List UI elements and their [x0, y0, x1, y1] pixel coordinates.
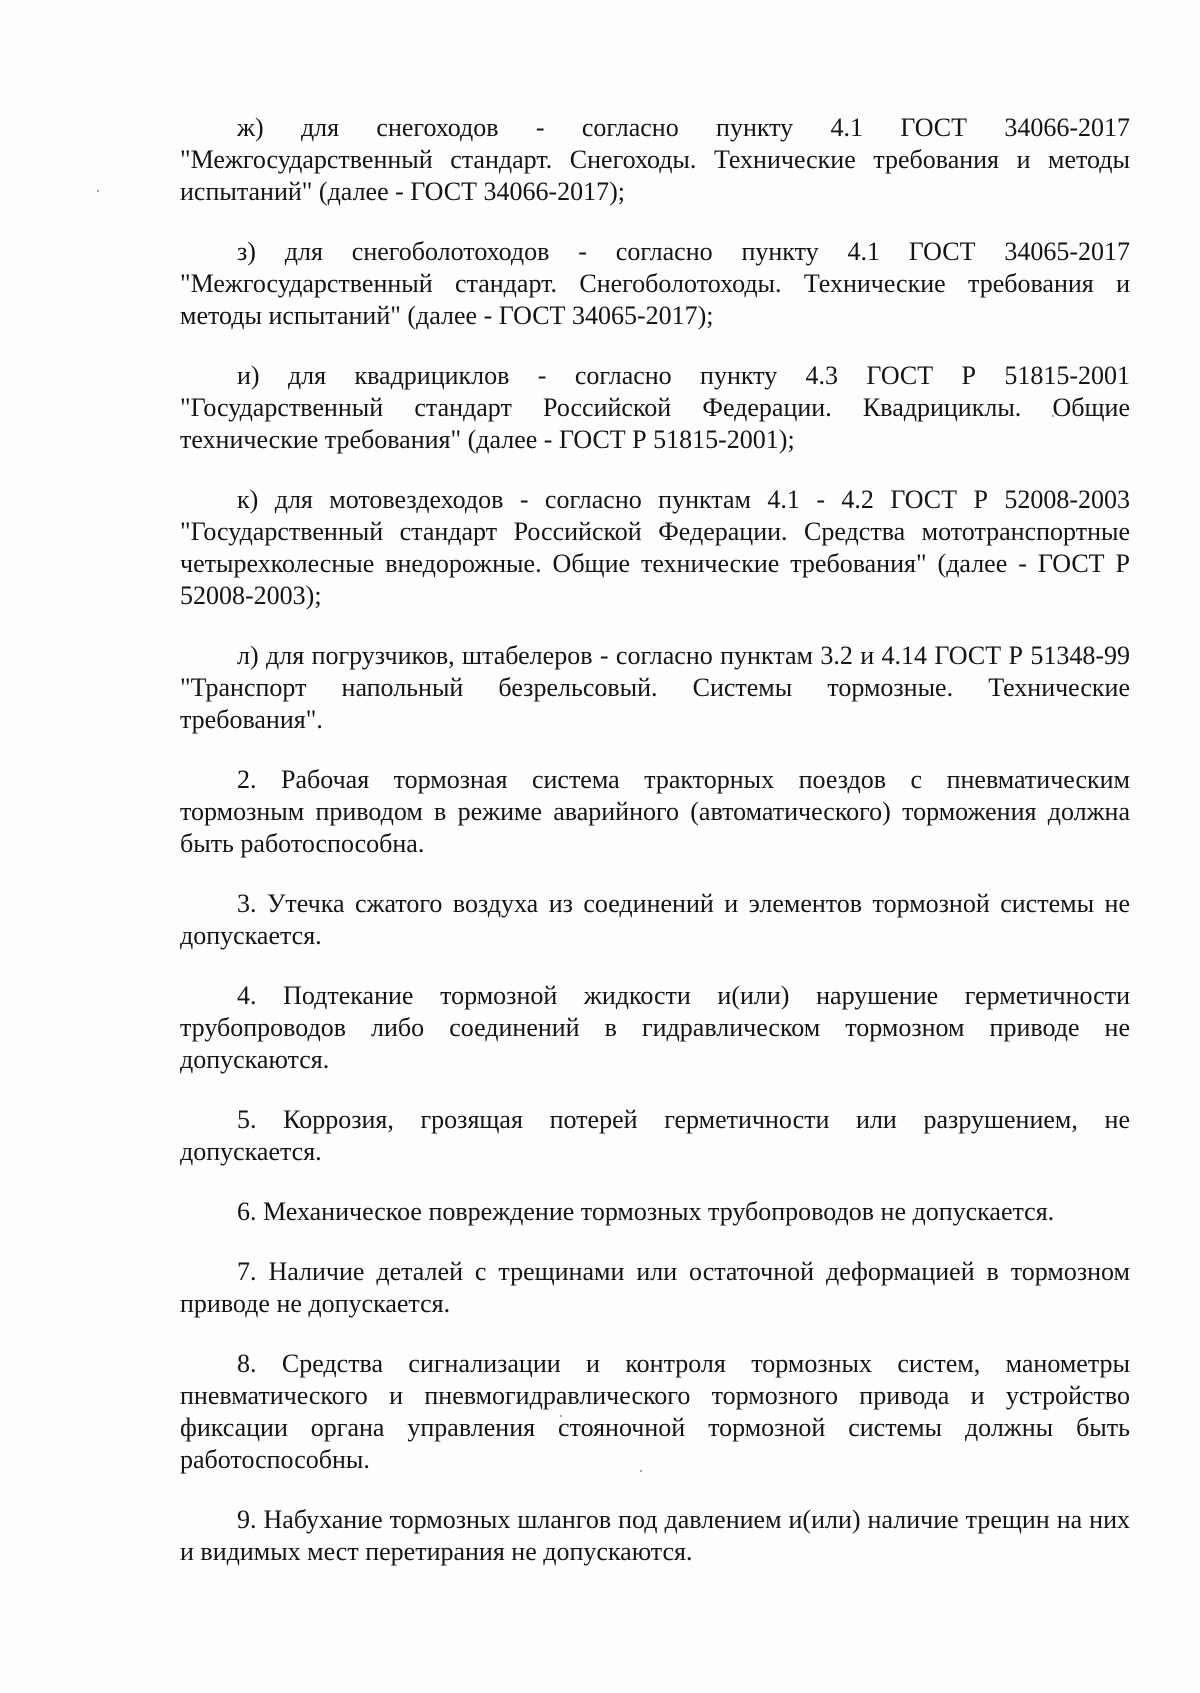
scan-speck — [97, 190, 99, 192]
paragraph-zh-snowmobiles: ж) для снегоходов - согласно пункту 4.1 ГОСТ 34066-2017 "Межгосударственный стандарт. Снегоходы. Технические требования и методы испытаний" (далее - ГОСТ 34066-2017); — [180, 113, 1130, 206]
document-body — [180, 112, 1130, 1596]
paragraph-item-9: 9. Набухание тормозных шлангов под давлением и(или) наличие трещин на них и видимых мест перетирания не допускаются. — [180, 1505, 1130, 1566]
paragraph-i-quadricycles: и) для квадрициклов - согласно пункту 4.3 ГОСТ Р 51815-2001 "Государственный стандарт Российской Федерации. Квадрициклы. Общие технические требования" (далее - ГОСТ Р 51815-2001); — [180, 361, 1130, 454]
paragraph-item-4: 4. Подтекание тормозной жидкости и(или) нарушение герметичности трубопроводов либо соединений в гидравлическом тормозном приводе не допускаются. — [180, 981, 1130, 1074]
paragraph-item-7: 7. Наличие деталей с трещинами или остаточной деформацией в тормозном приводе не допускается. — [180, 1257, 1130, 1318]
paragraph-l-loaders: л) для погрузчиков, штабелеров - согласно пунктам 3.2 и 4.14 ГОСТ Р 51348-99 "Транспорт напольный безрельсовый. Системы тормозные. Технические требования". — [180, 641, 1130, 734]
paragraph-item-8: 8. Средства сигнализации и контроля тормозных систем, манометры пневматического и пневмогидравлического тормозного привода и устройство фиксации органа управления стояночной тормозной системы должны быть работоспособны. — [180, 1349, 1130, 1474]
paragraph-item-3: 3. Утечка сжатого воздуха из соединений и элементов тормозной системы не допускается. — [180, 889, 1130, 950]
paragraph-item-5: 5. Коррозия, грозящая потерей герметичности или разрушением, не допускается. — [180, 1105, 1130, 1166]
paragraph-z-swamp-vehicles: з) для снегоболотоходов - согласно пункту 4.1 ГОСТ 34065-2017 "Межгосударственный стандарт. Снегоболотоходы. Технические требования и методы испытаний" (далее - ГОСТ 34065-2017); — [180, 237, 1130, 330]
paragraph-k-atvs: к) для мотовездеходов - согласно пунктам 4.1 - 4.2 ГОСТ Р 52008-2003 "Государственный стандарт Российской Федерации. Средства мототранспортные четырехколесные внедорожные. Общие технические требования" (далее - ГОСТ Р 52008-2003); — [180, 485, 1130, 610]
paragraph-item-6: 6. Механическое повреждение тормозных трубопроводов не допускается. — [237, 1197, 1055, 1226]
paragraph-item-2: 2. Рабочая тормозная система тракторных поездов с пневматическим тормозным приводом в режиме аварийного (автоматического) торможения должна быть работоспособна. — [180, 765, 1130, 858]
